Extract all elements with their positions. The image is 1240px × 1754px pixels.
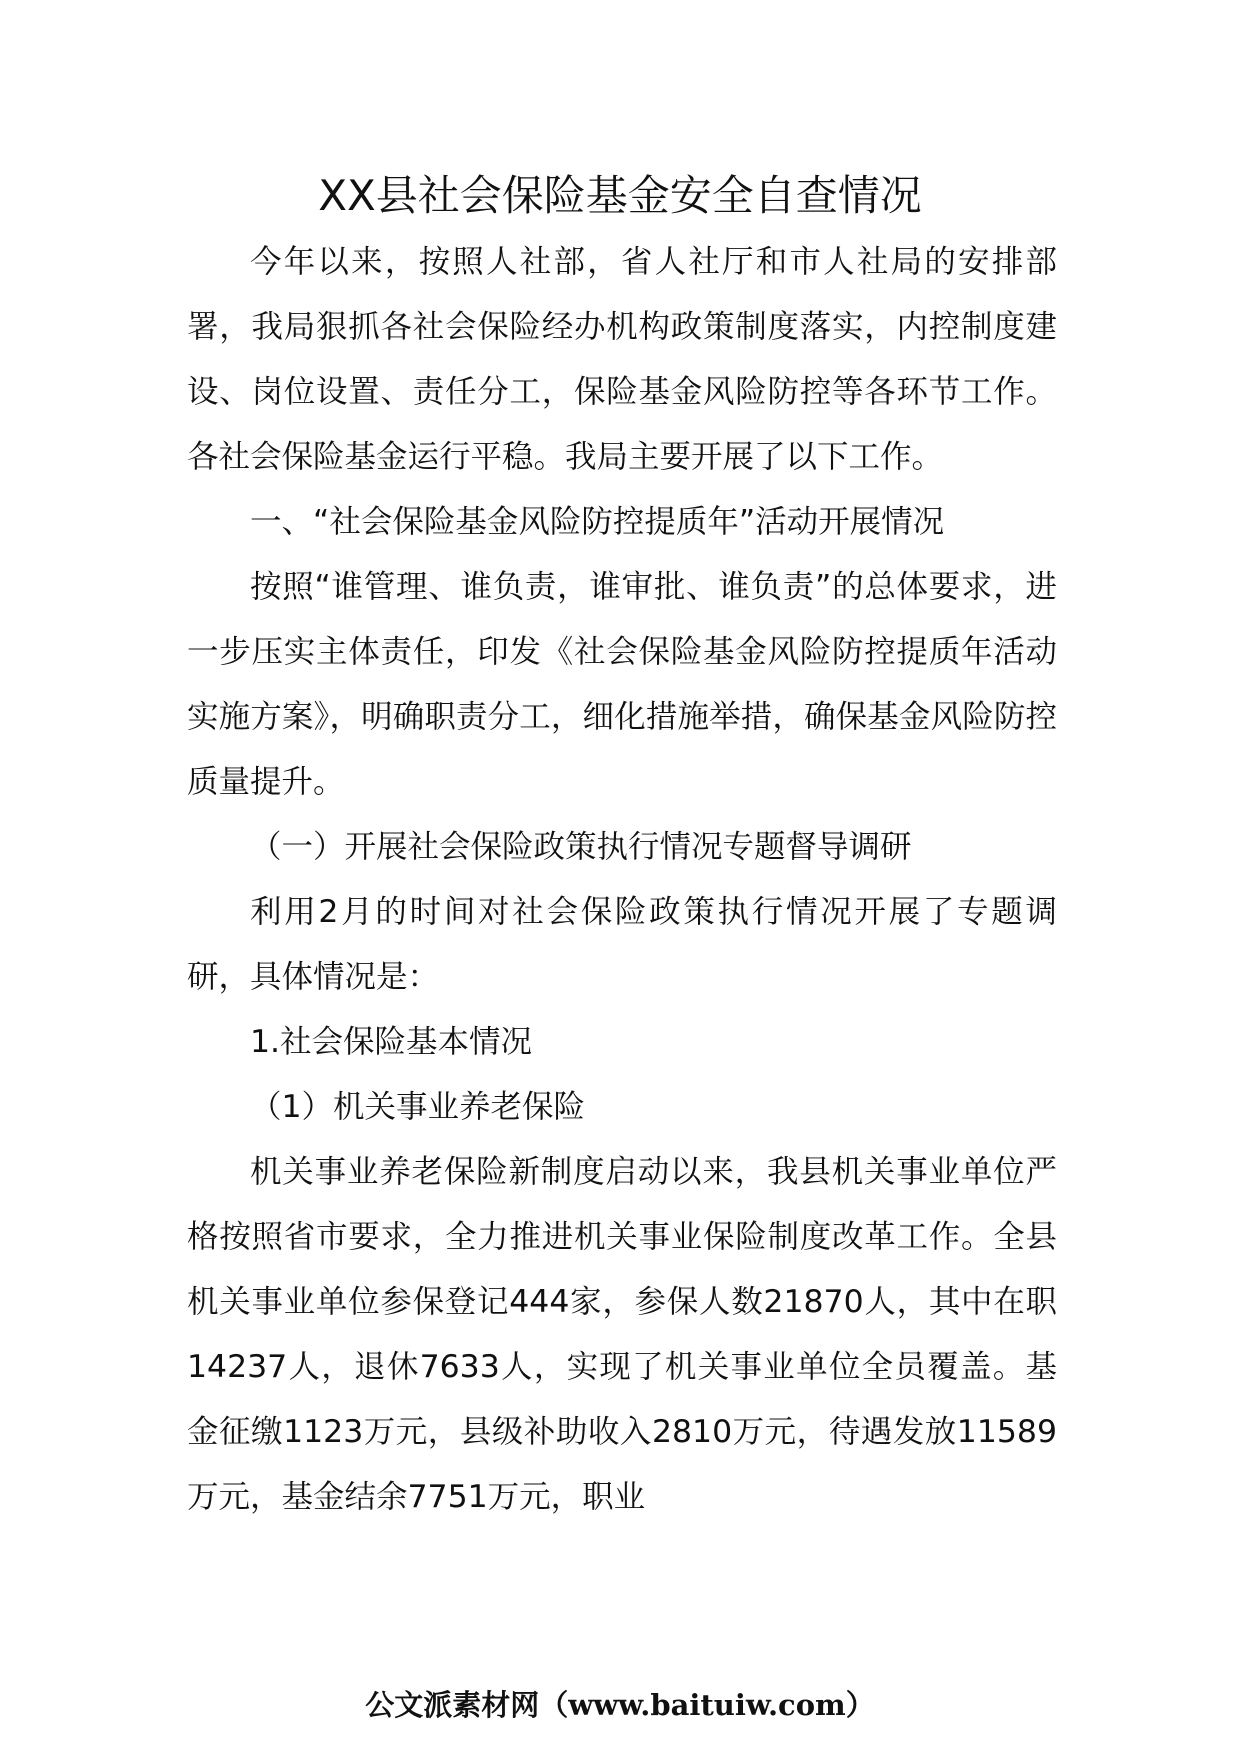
paragraph-requirements: 按照“谁管理、谁负责，谁审批、谁负责”的总体要求，进一步压实主体责任，印发《社会保险基金风险防控提质年活动实施方案》，明确职责分工，细化措施举措，确保基金风险防控质量提升。	[187, 569, 1057, 800]
document-title: XX县社会保险基金安全自查情况	[318, 171, 922, 220]
paragraph-intro: 今年以来，按照人社部，省人社厅和市人社局的安排部署，我局狠抓各社会保险经办机构政策制度落实，内控制度建设、岗位设置、责任分工，保险基金风险防控等各环节工作。各社会保险基金运行平稳。我局主要开展了以下工作。	[187, 244, 1057, 475]
document-body	[187, 230, 1057, 1530]
item-heading-1-1: （1）机关事业养老保险	[250, 1089, 586, 1125]
section-heading-1: 一、“社会保险基金风险防控提质年”活动开展情况	[250, 504, 945, 540]
subsection-heading-1: （一）开展社会保险政策执行情况专题督导调研	[250, 829, 912, 865]
item-heading-1: 1.社会保险基本情况	[250, 1024, 533, 1060]
paragraph-research: 利用2月的时间对社会保险政策执行情况开展了专题调研，具体情况是：	[187, 894, 1057, 995]
footer-watermark: 公文派素材网（www.baituiw.com）	[365, 1688, 875, 1722]
paragraph-pension: 机关事业养老保险新制度启动以来，我县机关事业单位严格按照省市要求，全力推进机关事业保险制度改革工作。全县机关事业单位参保登记444家，参保人数21870人，其中在职14237人，退休7633人，实现了机关事业单位全员覆盖。基金征缴1123万元，县级补助收入2810万元，待遇发放11589万元，基金结余7751万元，职业	[187, 1154, 1057, 1515]
